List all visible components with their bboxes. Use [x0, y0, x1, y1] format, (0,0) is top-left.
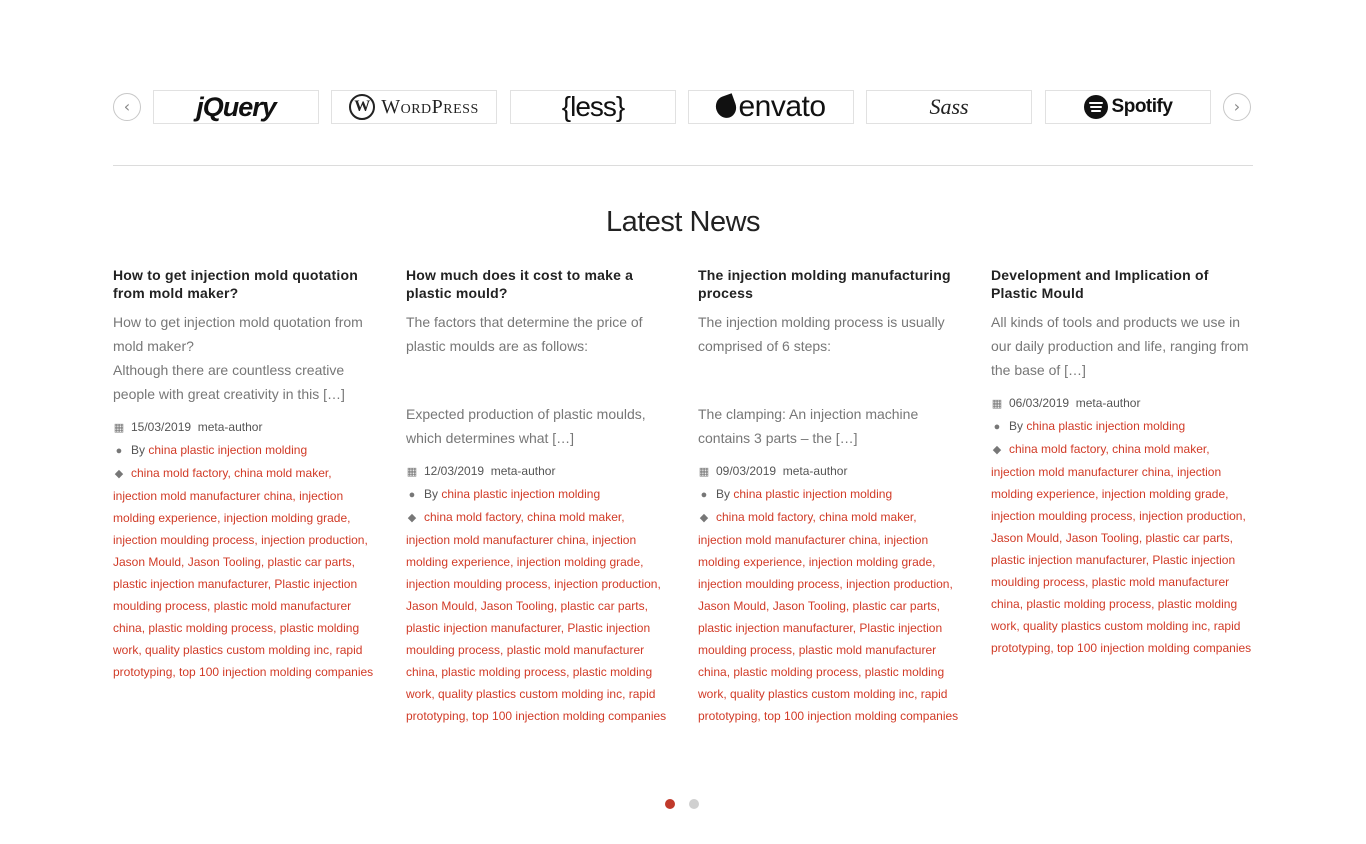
excerpt-line: Expected production of plastic moulds, which determines what […] [406, 406, 646, 446]
excerpt-line: The clamping: An injection machine contains 3 parts – the […] [698, 406, 919, 446]
excerpt-line: How to get injection mold quotation from mold maker? [113, 314, 363, 354]
excerpt-line: The factors that determine the price of plastic moulds are as follows: [406, 314, 643, 354]
post-date: 09/03/2019 [716, 464, 777, 478]
post-excerpt [406, 310, 668, 450]
post-category-row [113, 439, 375, 462]
logo-sass[interactable] [866, 90, 1032, 124]
sass-logo: Sass [929, 94, 969, 119]
carousel-next-button[interactable] [1223, 93, 1251, 121]
post-category-row [406, 483, 668, 506]
excerpt-spacer [406, 358, 668, 402]
tag-icon: ◆ [992, 444, 1002, 456]
spotify-icon [1084, 95, 1108, 119]
user-icon: ● [993, 421, 1001, 433]
by-label: By [131, 443, 146, 457]
post-title-link[interactable]: How to get injection mold quotation from mold maker? [113, 267, 358, 301]
post-date: 15/03/2019 [131, 420, 192, 434]
logo-spotify[interactable] [1045, 90, 1211, 124]
excerpt-spacer [698, 358, 960, 402]
post-meta [991, 392, 1253, 659]
logo-carousel [113, 89, 1253, 127]
user-icon: ● [408, 489, 416, 501]
by-label: By [1009, 419, 1024, 433]
post-date-row [991, 392, 1253, 415]
tag-icon: ◆ [114, 468, 124, 480]
news-card-2 [406, 266, 668, 727]
spotify-wordmark: Spotify [1111, 96, 1173, 117]
post-category-row [991, 415, 1253, 438]
post-date-row [406, 460, 668, 483]
post-title-link[interactable]: Development and Implication of Plastic Mould [991, 267, 1209, 301]
post-tags-row [406, 506, 668, 727]
logo-less[interactable] [510, 90, 676, 124]
logo-envato[interactable] [688, 90, 854, 124]
news-card-3 [698, 266, 960, 727]
category-link[interactable]: china plastic injection molding [1026, 419, 1186, 433]
wordpress-logo [349, 94, 479, 120]
post-author: meta-author [782, 464, 848, 478]
envato-leaf-icon [713, 93, 739, 121]
jquery-logo: jQuery [196, 91, 276, 122]
chevron-right-icon: › [1233, 97, 1241, 116]
post-author: meta-author [197, 420, 263, 434]
post-meta [406, 460, 668, 727]
post-date: 12/03/2019 [424, 464, 485, 478]
section-divider [113, 165, 1253, 166]
tag-icon: ◆ [407, 512, 417, 524]
user-icon: ● [115, 445, 123, 457]
post-date-row [698, 460, 960, 483]
pagination-dot-1[interactable] [665, 799, 675, 809]
post-author: meta-author [490, 464, 556, 478]
envato-wordmark: envato [738, 90, 826, 123]
post-category-row [698, 483, 960, 506]
wordpress-icon: W [349, 94, 375, 120]
pagination-dot-2[interactable] [689, 799, 699, 809]
carousel-prev-button[interactable] [113, 93, 141, 121]
excerpt-line: The injection molding process is usually comprised of 6 steps: [698, 314, 945, 354]
less-logo: {less} [561, 91, 625, 122]
post-tags-links[interactable]: china mold factory, china mold maker, injection mold manufacturer china, injection molding experience, injection molding grade, injection moulding process, injection production, Jason Mould, Jason Tooling, plastic car parts, plastic injection manufacturer, Plastic injection moulding process, plastic mold manufacturer china, plastic molding process, plastic molding work, quality plastics custom molding inc, rapid prototyping, top 100 injection molding companies [113, 466, 374, 679]
post-date: 06/03/2019 [1009, 396, 1070, 410]
post-tags-links[interactable]: china mold factory, china mold maker, injection mold manufacturer china, injection molding experience, injection molding grade, injection moulding process, injection production, Jason Mould, Jason Tooling, plastic car parts, plastic injection manufacturer, Plastic injection moulding process, plastic mold manufacturer china, plastic molding process, plastic molding work, quality plastics custom molding inc, rapid prototyping, top 100 injection molding companies [406, 510, 667, 723]
post-date-row [113, 416, 375, 439]
post-meta [113, 416, 375, 683]
calendar-icon: ▦ [698, 466, 710, 478]
post-author: meta-author [1075, 396, 1141, 410]
user-icon: ● [700, 489, 708, 501]
envato-logo [716, 90, 825, 124]
post-tags-links[interactable]: china mold factory, china mold maker, injection mold manufacturer china, injection molding experience, injection molding grade, injection moulding process, injection production, Jason Mould, Jason Tooling, plastic car parts, plastic injection manufacturer, Plastic injection moulding process, plastic mold manufacturer china, plastic molding process, plastic molding work, quality plastics custom molding inc, rapid prototyping, top 100 injection molding companies [991, 442, 1252, 655]
post-tags-links[interactable]: china mold factory, china mold maker, injection mold manufacturer china, injection molding experience, injection molding grade, injection moulding process, injection production, Jason Mould, Jason Tooling, plastic car parts, plastic injection manufacturer, Plastic injection moulding process, plastic mold manufacturer china, plastic molding process, plastic molding work, quality plastics custom molding inc, rapid prototyping, top 100 injection molding companies [698, 510, 959, 723]
post-tags-row [113, 462, 375, 683]
post-excerpt [991, 310, 1253, 382]
category-link[interactable]: china plastic injection molding [733, 487, 893, 501]
post-title-link[interactable]: How much does it cost to make a plastic mould? [406, 267, 634, 301]
chevron-left-icon: ‹ [123, 97, 131, 116]
calendar-icon: ▦ [113, 422, 125, 434]
post-excerpt [113, 310, 375, 406]
logo-wordpress[interactable] [331, 90, 497, 124]
post-meta [698, 460, 960, 727]
news-card-4 [991, 266, 1253, 659]
category-link[interactable]: china plastic injection molding [148, 443, 308, 457]
calendar-icon: ▦ [406, 466, 418, 478]
excerpt-line: All kinds of tools and products we use in our daily production and life, ranging from the base of […] [991, 314, 1249, 378]
post-excerpt [698, 310, 960, 450]
carousel-pagination [665, 799, 699, 809]
tag-icon: ◆ [699, 512, 709, 524]
spotify-logo [1084, 95, 1173, 119]
by-label: By [424, 487, 439, 501]
category-link[interactable]: china plastic injection molding [441, 487, 601, 501]
excerpt-line: Although there are countless creative people with great creativity in this […] [113, 362, 345, 402]
post-title-link[interactable]: The injection molding manufacturing process [698, 267, 951, 301]
logo-jquery[interactable] [153, 90, 319, 124]
post-tags-row [698, 506, 960, 727]
latest-news-heading: Latest News [605, 206, 761, 238]
by-label: By [716, 487, 731, 501]
calendar-icon: ▦ [991, 398, 1003, 410]
post-tags-row [991, 438, 1253, 659]
wordpress-wordmark: WordPress [381, 95, 479, 118]
news-card-1 [113, 266, 375, 683]
